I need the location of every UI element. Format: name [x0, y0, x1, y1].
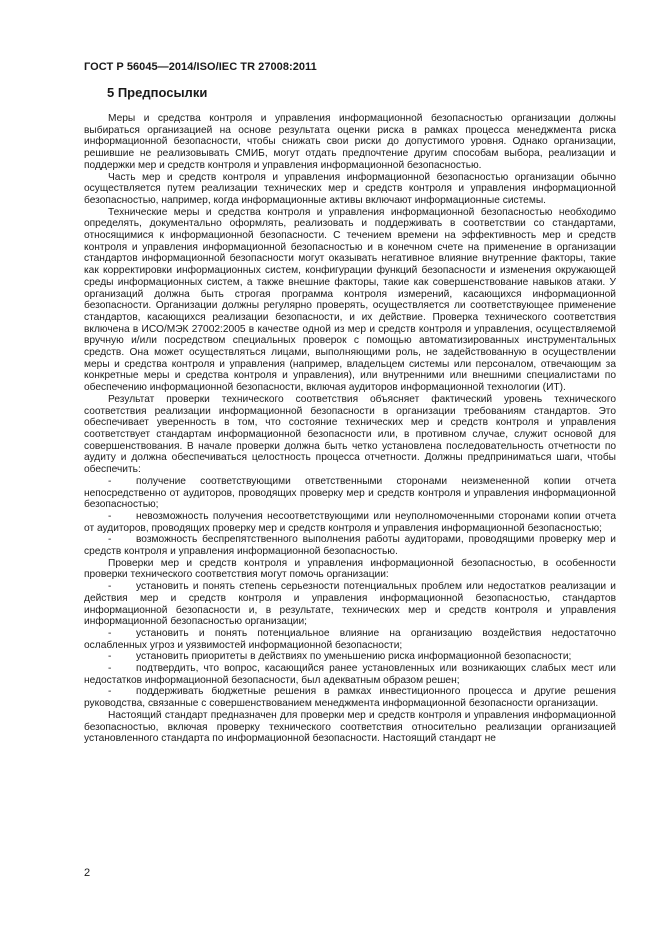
paragraph-6: Настоящий стандарт предназначен для проверки мер и средств контроля и управления информационной безопасностью, включая проверку технического соответствия относительно реализации организацией установленного стандарта по информационной безопасности. Настоящий стандарт не — [84, 709, 616, 745]
list-item-text: получение соответствующими ответственными сторонами неизмененной копии отчета непосредственно от аудиторов, проводящих проверку мер и средств контроля и управления информационной безопасностью; — [84, 475, 616, 511]
list-item-text: установить и понять потенциальное влияние на организацию воздействия недостаточно ослабленных угроз и уязвимостей информационной безопасности; — [84, 627, 616, 651]
list-item — [84, 628, 616, 651]
list-bullet: - — [108, 534, 112, 546]
paragraph-1: Меры и средства контроля и управления информационной безопасностью организации должны выбираться организацией на основе результата оценки риска в рамках процесса менеджмента риска информационной безопасности, чтобы снижать свои риски до допустимого уровня. Однако организации, решившие не реализовывать СМИБ, могут отдать предпочтение другим способам выбора, реализации и поддержки мер и средств контроля и управления информационной безопасностью. — [84, 113, 616, 171]
paragraph-3: Технические меры и средства контроля и управления информационной безопасностью необходимо определять, документально оформлять, реализовать и поддерживать в соответствии со стандартами, относящимися к информационной безопасности. С течением времени на эффективность мер и средств контроля и управления информационной безопасностью и в конечном счете на применение в организации стандартов информационной безопасности могут оказывать негативное влияние внутренние факторы, такие как корректировки информационных систем, конфигурации функций безопасности и изменения окружающей среды информационных систем, а также внешние факторы, такие как совершенствование навыков атаки. У организаций должна быть строгая программа контроля измерений, касающихся информационной безопасности. Организации должны регулярно проверять, осуществляется ли соответствующее применение стандартов, касающихся реализации безопасности, и их действие. Проверка технического соответствия включена в ИСО/МЭК 27002:2005 в качестве одной из мер и средств контроля и управления, осуществляемой вручную и/или посредством специальных проверок с помощью автоматизированных инструментальных средств. Она может осуществляться лицами, выполняющими роль, не задействованную в осуществлении меры и средства контроля и управления (например, владельцем системы или персоналом, отвечающим за конкретные меры и средства контроля и управления), или внутренними или внешними специалистами по обеспечению информационной безопасности, включая аудиторов информационной технологии (ИТ). — [84, 206, 616, 394]
list-item-text: поддерживать бюджетные решения в рамках инвестиционного процесса и другие решения руководства, связанные с совершенствованием менеджмента информационной безопасности организации. — [84, 686, 616, 710]
list-bullet: - — [108, 581, 112, 593]
list-item — [84, 476, 616, 511]
paragraph-4: Результат проверки технического соответствия объясняет фактический уровень технического соответствия реализации информационной безопасности в организации требованиям стандартов. Это обеспечивает уверенность в том, что состояние технических мер и средств контроля и управления соответствует стандартам информационной безопасности или, в противном случае, служит основой для совершенствования. В начале проверки должна быть четко установлена последовательность отчетности по аудиту и должна обеспечиваться целостность процесса отчетности. Должны предприниматься шаги, чтобы обеспечить: — [84, 393, 616, 476]
document-body — [84, 113, 616, 745]
list-item-text: возможность беспрепятственного выполнения работы аудиторами, проводящими проверку мер и средств контроля и управления информационной безопасностью. — [84, 534, 616, 558]
list-item-text: установить приоритеты в действиях по уменьшению риска информационной безопасности; — [136, 651, 572, 663]
list-1 — [84, 476, 616, 558]
paragraph-5: Проверки мер и средств контроля и управления информационной безопасностью, в особенности проверки технического соответствия могут помочь организации: — [84, 557, 616, 581]
list-item — [84, 651, 616, 663]
list-item — [84, 534, 616, 557]
list-item — [84, 663, 616, 686]
list-item-text: установить и понять степень серьезности потенциальных проблем или недостатков реализации и действия мер и средств контроля и управления информационной безопасностью, стандартов информационной безопасности и, в результате, технических мер и средств контроля и управления информационной безопасностью организации; — [84, 581, 616, 628]
paragraph-2: Часть мер и средств контроля и управления информационной безопасностью организации обычно осуществляется путем реализации технических мер и средств контроля и управления информационной безопасностью, например, когда информационные активы включают информационные системы. — [84, 171, 616, 206]
list-bullet: - — [108, 510, 112, 522]
list-bullet: - — [108, 686, 112, 698]
list-item — [84, 511, 616, 534]
list-bullet: - — [108, 663, 112, 675]
list-bullet: - — [108, 627, 112, 639]
page-number: 2 — [84, 867, 91, 879]
list-item-text: невозможность получения несоответствующими или неуполномоченными сторонами копии отчета от аудиторов, проводящих проверку мер и средств контроля и управления информационной безопасностью; — [84, 510, 616, 534]
list-bullet: - — [108, 475, 112, 487]
list-2 — [84, 581, 616, 710]
document-header: ГОСТ Р 56045—2014/ISO/IEC TR 27008:2011 — [84, 61, 317, 73]
section-title: 5 Предпосылки — [107, 85, 208, 100]
list-bullet: - — [108, 651, 112, 663]
list-item — [84, 686, 616, 709]
list-item — [84, 581, 616, 628]
list-item-text: подтвердить, что вопрос, касающийся ранее установленных или возникающих слабых мест или недостатков информационной безопасности, был адекватным образом решен; — [84, 663, 616, 686]
